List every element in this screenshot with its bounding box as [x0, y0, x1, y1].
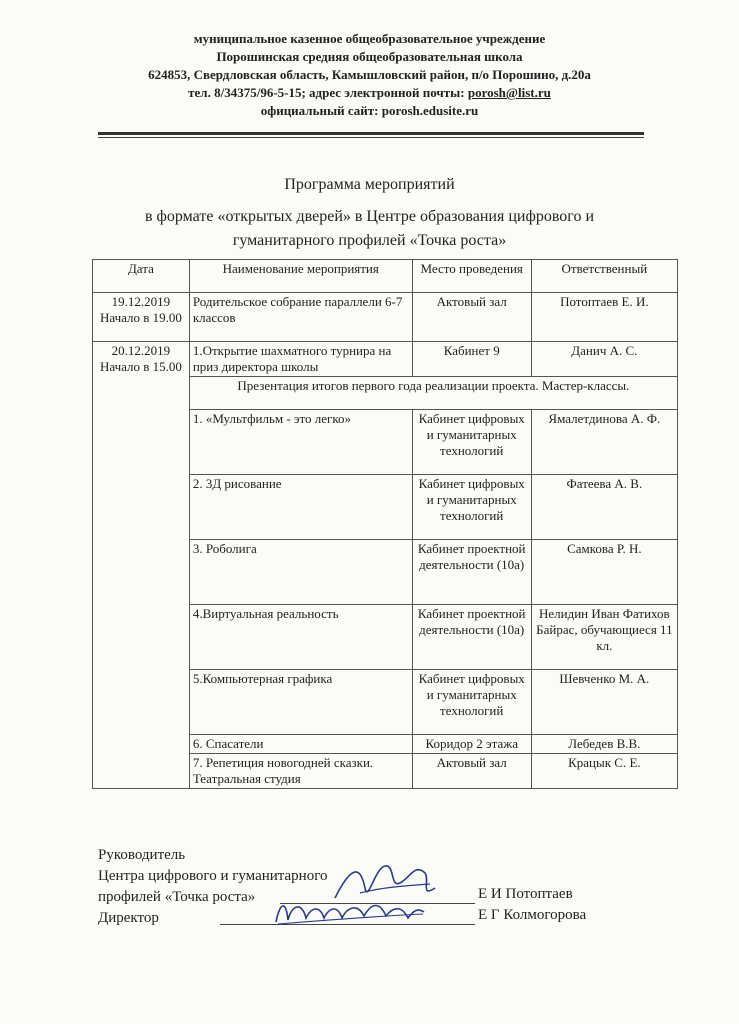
signature-scrawl-2 [268, 892, 428, 932]
table-row [93, 293, 678, 342]
signer-title-2: Центра цифрового и гуманитарного [98, 868, 328, 884]
cell-event: 1.Открытие шахматного турнира на приз директора школы [189, 342, 412, 377]
table-row [93, 342, 678, 377]
cell-responsible: Шевченко М. А. [531, 670, 677, 735]
header-place: Место проведения [412, 260, 531, 293]
signer-title-1: Руководитель [98, 847, 186, 863]
phone-text: тел. 8/34375/96-5-15; адрес электронной почты: [188, 85, 468, 100]
header-date: Дата [93, 260, 190, 293]
header-event: Наименование мероприятия [189, 260, 412, 293]
table-header-row [93, 260, 678, 293]
cell-place: Кабинет цифровых и гуманитарных технологий [412, 410, 531, 475]
signer-title-3: профилей «Точка роста» [98, 889, 256, 905]
cell-responsible: Фатеева А. В. [531, 475, 677, 540]
cell-event: 1. «Мультфильм - это легко» [189, 410, 412, 475]
doc-title: Программа мероприятий [284, 176, 455, 193]
cell-place: Актовый зал [412, 754, 531, 789]
signer-name-2: Е Г Колмогорова [478, 907, 587, 923]
cell-event: 3. Роболига [189, 540, 412, 605]
school-contacts [0, 84, 739, 102]
doc-subtitle-2: гуманитарного профилей «Точка роста» [232, 232, 507, 249]
cell-date: 19.12.2019 Начало в 19.00 [93, 293, 190, 342]
cell-responsible: Крацык С. Е. [531, 754, 677, 789]
cell-responsible: Нелидин Иван Фатихов Байрас, обучающиеся 11 кл. [531, 605, 677, 670]
header-rule-thin [98, 137, 644, 138]
cell-date: 20.12.2019 Начало в 15.00 [93, 342, 190, 789]
cell-place: Кабинет проектной деятельности (10а) [412, 540, 531, 605]
cell-responsible: Ямалетдинова А. Ф. [531, 410, 677, 475]
doc-subtitle-1: в формате «открытых дверей» в Центре образования цифрового и [144, 208, 594, 225]
school-type: муниципальное казенное общеобразовательное учреждение [193, 31, 546, 46]
letterhead [0, 30, 739, 120]
signer-title-4: Директор [98, 910, 159, 926]
cell-place: Кабинет 9 [412, 342, 531, 377]
cell-place: Кабинет цифровых и гуманитарных технологий [412, 670, 531, 735]
cell-place: Кабинет проектной деятельности (10а) [412, 605, 531, 670]
cell-event: 4.Виртуальная реальность [189, 605, 412, 670]
schedule-table [92, 259, 678, 789]
header-rule-thick [98, 132, 644, 135]
cell-place: Коридор 2 этажа [412, 735, 531, 754]
cell-event: 2. 3Д рисование [189, 475, 412, 540]
cell-event: Родительское собрание параллели 6-7 классов [189, 293, 412, 342]
school-website: официальный сайт: porosh.edusite.ru [260, 103, 479, 118]
cell-responsible: Самкова Р. Н. [531, 540, 677, 605]
cell-place: Актовый зал [412, 293, 531, 342]
cell-event: 7. Репетиция новогодней сказки. Театральная студия [189, 754, 412, 789]
cell-event: 5.Компьютерная графика [189, 670, 412, 735]
school-address: 624853, Свердловская область, Камышловский район, п/о Порошино, д.20а [148, 67, 591, 82]
section-heading: Презентация итогов первого года реализации проекта. Мастер-классы. [189, 377, 677, 410]
email-link[interactable]: porosh@list.ru [467, 85, 551, 100]
signer-name-1: Е И Потоптаев [478, 886, 573, 902]
cell-responsible: Данич А. С. [531, 342, 677, 377]
cell-place: Кабинет цифровых и гуманитарных технологий [412, 475, 531, 540]
cell-responsible: Лебедев В.В. [531, 735, 677, 754]
school-name: Порошинская средняя общеобразовательная школа [216, 49, 523, 64]
cell-responsible: Потоптаев Е. И. [531, 293, 677, 342]
cell-event: 6. Спасатели [189, 735, 412, 754]
header-responsible: Ответственный [531, 260, 677, 293]
